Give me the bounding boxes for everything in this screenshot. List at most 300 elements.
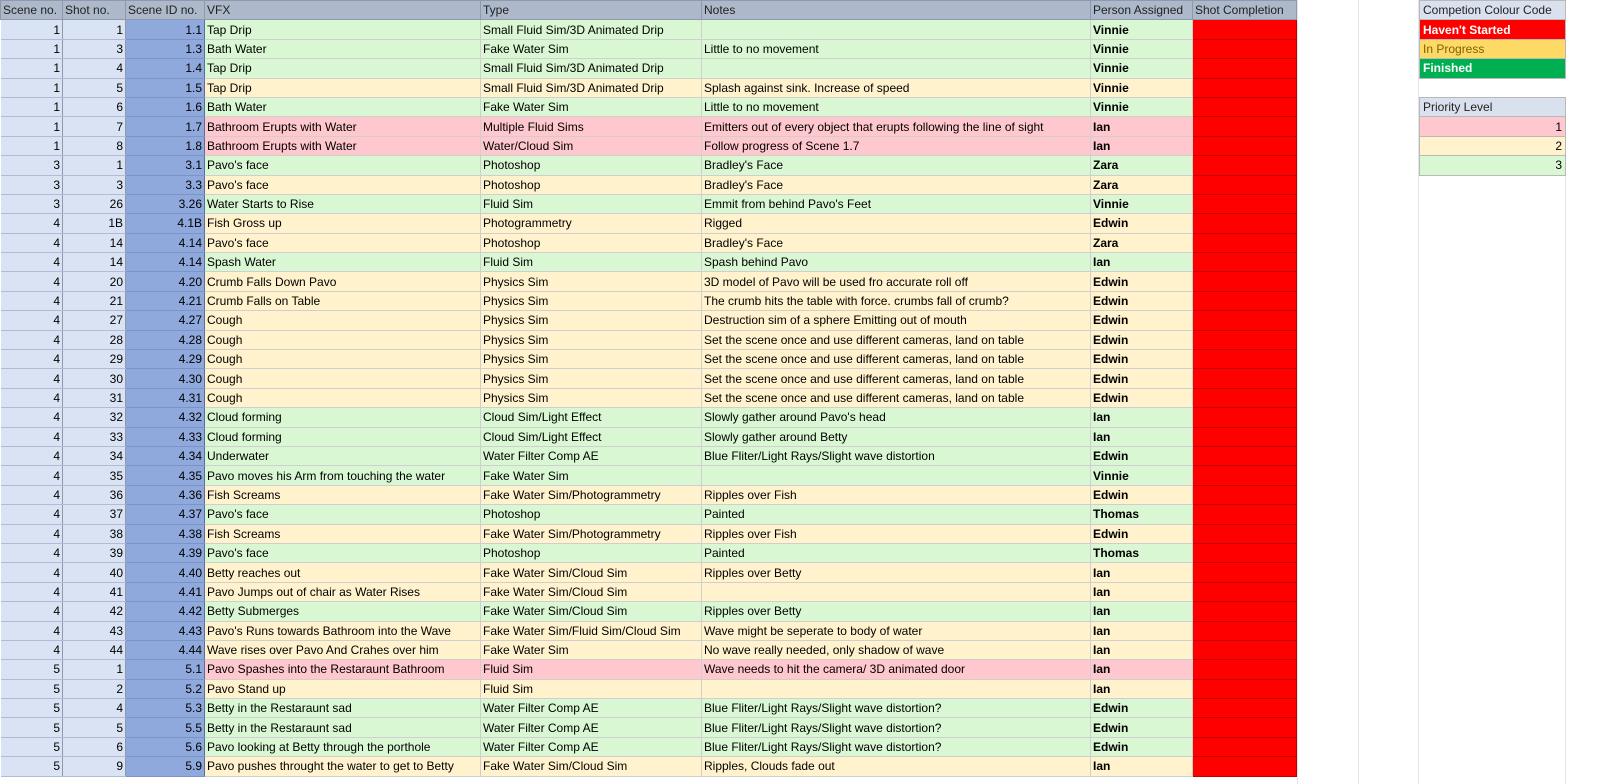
cell-type[interactable]: Water Filter Comp AE	[481, 699, 702, 718]
cell-scene-id[interactable]: 4.29	[126, 350, 205, 369]
cell-person[interactable]: Ian	[1091, 582, 1193, 601]
legend-havent-started[interactable]: Haven't Started	[1420, 20, 1566, 39]
cell-shot-no[interactable]: 1	[63, 660, 126, 679]
cell-person[interactable]: Edwin	[1091, 737, 1193, 756]
cell-shot-completion[interactable]	[1193, 699, 1297, 718]
cell-notes[interactable]: Ripples, Clouds fade out	[702, 757, 1091, 776]
cell-scene-no[interactable]: 5	[1, 757, 63, 776]
cell-scene-id[interactable]: 4.37	[126, 505, 205, 524]
cell-type[interactable]: Fake Water Sim	[481, 640, 702, 659]
cell-type[interactable]: Fluid Sim	[481, 253, 702, 272]
cell-shot-no[interactable]: 6	[63, 97, 126, 116]
cell-scene-id[interactable]: 1.6	[126, 97, 205, 116]
cell-person[interactable]: Ian	[1091, 660, 1193, 679]
cell-shot-no[interactable]: 14	[63, 253, 126, 272]
cell-person[interactable]: Edwin	[1091, 699, 1193, 718]
cell-type[interactable]: Fake Water Sim	[481, 39, 702, 58]
cell-scene-no[interactable]: 3	[1, 156, 63, 175]
cell-scene-no[interactable]: 4	[1, 563, 63, 582]
cell-vfx[interactable]: Tap Drip	[205, 59, 481, 78]
cell-person[interactable]: Ian	[1091, 117, 1193, 136]
cell-scene-no[interactable]: 4	[1, 602, 63, 621]
cell-shot-no[interactable]: 3	[63, 39, 126, 58]
cell-vfx[interactable]: Spash Water	[205, 253, 481, 272]
cell-notes[interactable]: Set the scene once and use different cameras, land on table	[702, 388, 1091, 407]
cell-vfx[interactable]: Bathroom Erupts with Water	[205, 136, 481, 155]
cell-type[interactable]: Water Filter Comp AE	[481, 718, 702, 737]
cell-type[interactable]: Photoshop	[481, 175, 702, 194]
cell-scene-id[interactable]: 4.14	[126, 233, 205, 252]
cell-shot-completion[interactable]	[1193, 233, 1297, 252]
cell-notes[interactable]: Destruction sim of a sphere Emitting out of mouth	[702, 311, 1091, 330]
cell-vfx[interactable]: Cough	[205, 330, 481, 349]
priority-level-2[interactable]: 2	[1420, 136, 1566, 155]
cell-scene-id[interactable]: 4.14	[126, 253, 205, 272]
cell-scene-id[interactable]: 5.5	[126, 718, 205, 737]
cell-notes[interactable]: Ripples over Fish	[702, 485, 1091, 504]
cell-person[interactable]: Edwin	[1091, 388, 1193, 407]
legend-in-progress[interactable]: In Progress	[1420, 39, 1566, 58]
cell-shot-no[interactable]: 31	[63, 388, 126, 407]
cell-shot-completion[interactable]	[1193, 291, 1297, 310]
cell-vfx[interactable]: Fish Screams	[205, 485, 481, 504]
cell-notes[interactable]: Rigged	[702, 214, 1091, 233]
cell-scene-no[interactable]: 1	[1, 78, 63, 97]
cell-shot-no[interactable]: 40	[63, 563, 126, 582]
header-notes[interactable]: Notes	[702, 1, 1091, 20]
header-scene-no[interactable]: Scene no.	[1, 1, 63, 20]
cell-notes[interactable]: Ripples over Betty	[702, 563, 1091, 582]
cell-shot-no[interactable]: 35	[63, 466, 126, 485]
cell-notes[interactable]: The crumb hits the table with force. crumbs fall of crumb?	[702, 291, 1091, 310]
cell-scene-no[interactable]: 4	[1, 446, 63, 465]
cell-scene-id[interactable]: 4.35	[126, 466, 205, 485]
priority-level-3[interactable]: 3	[1420, 156, 1566, 175]
cell-shot-no[interactable]: 32	[63, 408, 126, 427]
cell-shot-no[interactable]: 21	[63, 291, 126, 310]
cell-person[interactable]: Edwin	[1091, 369, 1193, 388]
cell-type[interactable]: Physics Sim	[481, 291, 702, 310]
cell-scene-id[interactable]: 5.9	[126, 757, 205, 776]
cell-vfx[interactable]: Pavo looking at Betty through the porthole	[205, 737, 481, 756]
cell-scene-no[interactable]: 3	[1, 194, 63, 213]
cell-person[interactable]: Ian	[1091, 563, 1193, 582]
cell-scene-no[interactable]: 4	[1, 214, 63, 233]
cell-scene-no[interactable]: 5	[1, 737, 63, 756]
cell-shot-no[interactable]: 44	[63, 640, 126, 659]
cell-shot-completion[interactable]	[1193, 602, 1297, 621]
cell-vfx[interactable]: Water Starts to Rise	[205, 194, 481, 213]
cell-vfx[interactable]: Pavo's Runs towards Bathroom into the Wave	[205, 621, 481, 640]
cell-person[interactable]: Edwin	[1091, 214, 1193, 233]
cell-scene-no[interactable]: 4	[1, 253, 63, 272]
cell-person[interactable]: Ian	[1091, 757, 1193, 776]
cell-notes[interactable]: Set the scene once and use different cameras, land on table	[702, 350, 1091, 369]
cell-vfx[interactable]: Crumb Falls Down Pavo	[205, 272, 481, 291]
cell-notes[interactable]: Ripples over Fish	[702, 524, 1091, 543]
cell-type[interactable]: Water/Cloud Sim	[481, 136, 702, 155]
cell-scene-no[interactable]: 5	[1, 718, 63, 737]
cell-vfx[interactable]: Cough	[205, 350, 481, 369]
cell-shot-completion[interactable]	[1193, 175, 1297, 194]
cell-type[interactable]: Cloud Sim/Light Effect	[481, 427, 702, 446]
cell-scene-no[interactable]: 4	[1, 466, 63, 485]
cell-scene-no[interactable]: 1	[1, 117, 63, 136]
cell-shot-no[interactable]: 2	[63, 679, 126, 698]
cell-scene-id[interactable]: 3.1	[126, 156, 205, 175]
cell-type[interactable]: Water Filter Comp AE	[481, 737, 702, 756]
cell-vfx[interactable]: Cloud forming	[205, 408, 481, 427]
cell-scene-no[interactable]: 4	[1, 233, 63, 252]
cell-shot-completion[interactable]	[1193, 505, 1297, 524]
cell-type[interactable]: Fake Water Sim	[481, 466, 702, 485]
cell-notes[interactable]: Set the scene once and use different cameras, land on table	[702, 369, 1091, 388]
cell-person[interactable]: Edwin	[1091, 311, 1193, 330]
cell-shot-no[interactable]: 20	[63, 272, 126, 291]
cell-shot-no[interactable]: 9	[63, 757, 126, 776]
cell-scene-no[interactable]: 5	[1, 699, 63, 718]
cell-type[interactable]: Small Fluid Sim/3D Animated Drip	[481, 20, 702, 39]
cell-scene-no[interactable]: 4	[1, 640, 63, 659]
cell-scene-no[interactable]: 4	[1, 369, 63, 388]
cell-shot-no[interactable]: 4	[63, 59, 126, 78]
cell-vfx[interactable]: Betty reaches out	[205, 563, 481, 582]
cell-vfx[interactable]: Cough	[205, 388, 481, 407]
header-person[interactable]: Person Assigned	[1091, 1, 1193, 20]
cell-vfx[interactable]: Pavo's face	[205, 505, 481, 524]
cell-vfx[interactable]: Wave rises over Pavo And Crahes over him	[205, 640, 481, 659]
cell-type[interactable]: Photoshop	[481, 505, 702, 524]
cell-notes[interactable]: Ripples over Betty	[702, 602, 1091, 621]
cell-scene-id[interactable]: 4.44	[126, 640, 205, 659]
cell-scene-id[interactable]: 4.40	[126, 563, 205, 582]
cell-shot-completion[interactable]	[1193, 156, 1297, 175]
cell-scene-no[interactable]: 1	[1, 39, 63, 58]
cell-scene-id[interactable]: 5.3	[126, 699, 205, 718]
cell-vfx[interactable]: Pavo's face	[205, 156, 481, 175]
cell-scene-id[interactable]: 3.26	[126, 194, 205, 213]
cell-scene-id[interactable]: 5.2	[126, 679, 205, 698]
cell-type[interactable]: Fluid Sim	[481, 194, 702, 213]
cell-notes[interactable]	[702, 20, 1091, 39]
cell-shot-no[interactable]: 5	[63, 78, 126, 97]
cell-notes[interactable]: Follow progress of Scene 1.7	[702, 136, 1091, 155]
cell-scene-id[interactable]: 4.1B	[126, 214, 205, 233]
cell-person[interactable]: Ian	[1091, 602, 1193, 621]
cell-person[interactable]: Vinnie	[1091, 194, 1193, 213]
cell-person[interactable]: Edwin	[1091, 446, 1193, 465]
cell-shot-no[interactable]: 41	[63, 582, 126, 601]
cell-vfx[interactable]: Cough	[205, 311, 481, 330]
cell-person[interactable]: Ian	[1091, 621, 1193, 640]
cell-shot-completion[interactable]	[1193, 117, 1297, 136]
cell-scene-id[interactable]: 4.41	[126, 582, 205, 601]
cell-vfx[interactable]: Bath Water	[205, 39, 481, 58]
cell-scene-id[interactable]: 4.36	[126, 485, 205, 504]
cell-type[interactable]: Fake Water Sim/Cloud Sim	[481, 757, 702, 776]
header-type[interactable]: Type	[481, 1, 702, 20]
cell-shot-no[interactable]: 6	[63, 737, 126, 756]
cell-shot-completion[interactable]	[1193, 621, 1297, 640]
header-completion[interactable]: Shot Completion	[1193, 1, 1297, 20]
cell-notes[interactable]: 3D model of Pavo will be used fro accurate roll off	[702, 272, 1091, 291]
cell-scene-no[interactable]: 4	[1, 582, 63, 601]
cell-shot-completion[interactable]	[1193, 20, 1297, 39]
cell-type[interactable]: Physics Sim	[481, 350, 702, 369]
cell-notes[interactable]: Wave might be seperate to body of water	[702, 621, 1091, 640]
cell-shot-no[interactable]: 26	[63, 194, 126, 213]
cell-vfx[interactable]: Betty in the Restaraunt sad	[205, 699, 481, 718]
cell-shot-completion[interactable]	[1193, 427, 1297, 446]
cell-vfx[interactable]: Pavo Stand up	[205, 679, 481, 698]
priority-title[interactable]: Priority Level	[1420, 97, 1566, 116]
cell-type[interactable]: Cloud Sim/Light Effect	[481, 408, 702, 427]
cell-notes[interactable]	[702, 679, 1091, 698]
cell-type[interactable]: Photoshop	[481, 233, 702, 252]
cell-vfx[interactable]: Pavo Jumps out of chair as Water Rises	[205, 582, 481, 601]
legend-title[interactable]: Competion Colour Code	[1420, 1, 1566, 20]
cell-person[interactable]: Edwin	[1091, 350, 1193, 369]
cell-scene-no[interactable]: 4	[1, 543, 63, 562]
cell-scene-no[interactable]: 4	[1, 388, 63, 407]
cell-type[interactable]: Fake Water Sim	[481, 97, 702, 116]
cell-shot-completion[interactable]	[1193, 59, 1297, 78]
cell-type[interactable]: Fluid Sim	[481, 660, 702, 679]
cell-type[interactable]: Fluid Sim	[481, 679, 702, 698]
cell-notes[interactable]: Splash against sink. Increase of speed	[702, 78, 1091, 97]
legend-finished[interactable]: Finished	[1420, 59, 1566, 78]
cell-shot-completion[interactable]	[1193, 466, 1297, 485]
cell-shot-no[interactable]: 27	[63, 311, 126, 330]
cell-shot-completion[interactable]	[1193, 97, 1297, 116]
cell-person[interactable]: Ian	[1091, 427, 1193, 446]
cell-notes[interactable]: No wave really needed, only shadow of wave	[702, 640, 1091, 659]
cell-shot-completion[interactable]	[1193, 78, 1297, 97]
cell-notes[interactable]: Blue Fliter/Light Rays/Slight wave distortion?	[702, 737, 1091, 756]
cell-type[interactable]: Small Fluid Sim/3D Animated Drip	[481, 59, 702, 78]
cell-scene-no[interactable]: 4	[1, 311, 63, 330]
cell-shot-completion[interactable]	[1193, 543, 1297, 562]
cell-notes[interactable]: Spash behind Pavo	[702, 253, 1091, 272]
cell-person[interactable]: Edwin	[1091, 718, 1193, 737]
cell-scene-id[interactable]: 1.1	[126, 20, 205, 39]
cell-person[interactable]: Vinnie	[1091, 20, 1193, 39]
cell-person[interactable]: Ian	[1091, 679, 1193, 698]
cell-shot-completion[interactable]	[1193, 136, 1297, 155]
cell-type[interactable]: Fake Water Sim/Cloud Sim	[481, 602, 702, 621]
cell-shot-completion[interactable]	[1193, 524, 1297, 543]
cell-scene-id[interactable]: 1.8	[126, 136, 205, 155]
cell-type[interactable]: Photoshop	[481, 156, 702, 175]
cell-type[interactable]: Photoshop	[481, 543, 702, 562]
cell-shot-completion[interactable]	[1193, 330, 1297, 349]
cell-scene-id[interactable]: 4.42	[126, 602, 205, 621]
cell-person[interactable]: Vinnie	[1091, 39, 1193, 58]
cell-scene-id[interactable]: 5.1	[126, 660, 205, 679]
cell-person[interactable]: Edwin	[1091, 272, 1193, 291]
cell-notes[interactable]: Painted	[702, 543, 1091, 562]
cell-shot-completion[interactable]	[1193, 311, 1297, 330]
cell-shot-no[interactable]: 37	[63, 505, 126, 524]
cell-person[interactable]: Ian	[1091, 136, 1193, 155]
cell-scene-no[interactable]: 1	[1, 97, 63, 116]
cell-scene-id[interactable]: 1.7	[126, 117, 205, 136]
cell-notes[interactable]: Bradley's Face	[702, 156, 1091, 175]
cell-type[interactable]: Physics Sim	[481, 311, 702, 330]
cell-scene-id[interactable]: 4.32	[126, 408, 205, 427]
cell-notes[interactable]	[702, 466, 1091, 485]
cell-type[interactable]: Multiple Fluid Sims	[481, 117, 702, 136]
cell-vfx[interactable]: Tap Drip	[205, 20, 481, 39]
cell-scene-no[interactable]: 4	[1, 485, 63, 504]
cell-scene-no[interactable]: 4	[1, 505, 63, 524]
priority-level-1[interactable]: 1	[1420, 117, 1566, 136]
cell-shot-no[interactable]: 1	[63, 20, 126, 39]
cell-shot-no[interactable]: 1B	[63, 214, 126, 233]
cell-type[interactable]: Fake Water Sim/Fluid Sim/Cloud Sim	[481, 621, 702, 640]
cell-notes[interactable]: Little to no movement	[702, 39, 1091, 58]
header-shot-no[interactable]: Shot no.	[63, 1, 126, 20]
cell-shot-completion[interactable]	[1193, 563, 1297, 582]
cell-person[interactable]: Ian	[1091, 408, 1193, 427]
cell-person[interactable]: Ian	[1091, 640, 1193, 659]
cell-shot-completion[interactable]	[1193, 582, 1297, 601]
cell-vfx[interactable]: Pavo's face	[205, 543, 481, 562]
cell-scene-no[interactable]: 4	[1, 427, 63, 446]
cell-shot-completion[interactable]	[1193, 679, 1297, 698]
cell-person[interactable]: Vinnie	[1091, 466, 1193, 485]
cell-notes[interactable]: Slowly gather around Betty	[702, 427, 1091, 446]
cell-person[interactable]: Vinnie	[1091, 59, 1193, 78]
cell-shot-no[interactable]: 39	[63, 543, 126, 562]
cell-shot-completion[interactable]	[1193, 369, 1297, 388]
cell-shot-completion[interactable]	[1193, 408, 1297, 427]
cell-shot-no[interactable]: 28	[63, 330, 126, 349]
cell-scene-no[interactable]: 4	[1, 524, 63, 543]
cell-person[interactable]: Zara	[1091, 156, 1193, 175]
cell-notes[interactable]: Blue Fliter/Light Rays/Slight wave distortion?	[702, 699, 1091, 718]
cell-shot-completion[interactable]	[1193, 214, 1297, 233]
cell-shot-completion[interactable]	[1193, 388, 1297, 407]
cell-notes[interactable]: Emitters out of every object that erupts following the line of sight	[702, 117, 1091, 136]
cell-type[interactable]: Fake Water Sim/Cloud Sim	[481, 582, 702, 601]
cell-type[interactable]: Photogrammetry	[481, 214, 702, 233]
cell-scene-id[interactable]: 5.6	[126, 737, 205, 756]
cell-vfx[interactable]: Cough	[205, 369, 481, 388]
cell-type[interactable]: Fake Water Sim/Photogrammetry	[481, 485, 702, 504]
cell-scene-id[interactable]: 4.31	[126, 388, 205, 407]
cell-type[interactable]: Fake Water Sim/Photogrammetry	[481, 524, 702, 543]
cell-scene-id[interactable]: 1.3	[126, 39, 205, 58]
cell-person[interactable]: Vinnie	[1091, 78, 1193, 97]
cell-scene-no[interactable]: 4	[1, 621, 63, 640]
cell-shot-completion[interactable]	[1193, 757, 1297, 776]
cell-vfx[interactable]: Underwater	[205, 446, 481, 465]
cell-notes[interactable]: Painted	[702, 505, 1091, 524]
cell-person[interactable]: Thomas	[1091, 505, 1193, 524]
cell-shot-completion[interactable]	[1193, 253, 1297, 272]
cell-scene-id[interactable]: 1.4	[126, 59, 205, 78]
cell-scene-id[interactable]: 4.39	[126, 543, 205, 562]
cell-shot-completion[interactable]	[1193, 485, 1297, 504]
cell-person[interactable]: Edwin	[1091, 330, 1193, 349]
cell-shot-no[interactable]: 29	[63, 350, 126, 369]
cell-vfx[interactable]: Pavo's face	[205, 175, 481, 194]
cell-type[interactable]: Physics Sim	[481, 388, 702, 407]
cell-type[interactable]: Physics Sim	[481, 369, 702, 388]
cell-scene-no[interactable]: 3	[1, 175, 63, 194]
cell-shot-no[interactable]: 3	[63, 175, 126, 194]
cell-vfx[interactable]: Pavo moves his Arm from touching the water	[205, 466, 481, 485]
cell-notes[interactable]: Blue Fliter/Light Rays/Slight wave distortion?	[702, 718, 1091, 737]
cell-scene-no[interactable]: 1	[1, 20, 63, 39]
cell-vfx[interactable]: Crumb Falls on Table	[205, 291, 481, 310]
cell-person[interactable]: Zara	[1091, 175, 1193, 194]
cell-shot-no[interactable]: 43	[63, 621, 126, 640]
empty-cell[interactable]	[1420, 78, 1566, 97]
cell-notes[interactable]: Bradley's Face	[702, 175, 1091, 194]
cell-person[interactable]: Vinnie	[1091, 97, 1193, 116]
header-vfx[interactable]: VFX	[205, 1, 481, 20]
cell-scene-no[interactable]: 4	[1, 272, 63, 291]
cell-type[interactable]: Physics Sim	[481, 272, 702, 291]
cell-type[interactable]: Physics Sim	[481, 330, 702, 349]
cell-shot-completion[interactable]	[1193, 39, 1297, 58]
cell-shot-completion[interactable]	[1193, 194, 1297, 213]
cell-vfx[interactable]: Tap Drip	[205, 78, 481, 97]
cell-shot-completion[interactable]	[1193, 272, 1297, 291]
cell-scene-no[interactable]: 5	[1, 679, 63, 698]
cell-vfx[interactable]: Pavo's face	[205, 233, 481, 252]
cell-scene-no[interactable]: 5	[1, 660, 63, 679]
cell-scene-id[interactable]: 1.5	[126, 78, 205, 97]
cell-vfx[interactable]: Pavo pushes throught the water to get to Betty	[205, 757, 481, 776]
cell-scene-no[interactable]: 4	[1, 350, 63, 369]
cell-shot-completion[interactable]	[1193, 737, 1297, 756]
cell-shot-completion[interactable]	[1193, 660, 1297, 679]
cell-shot-no[interactable]: 5	[63, 718, 126, 737]
cell-shot-no[interactable]: 1	[63, 156, 126, 175]
cell-scene-id[interactable]: 3.3	[126, 175, 205, 194]
cell-vfx[interactable]: Betty Submerges	[205, 602, 481, 621]
cell-scene-no[interactable]: 1	[1, 59, 63, 78]
cell-scene-no[interactable]: 4	[1, 408, 63, 427]
cell-scene-id[interactable]: 4.28	[126, 330, 205, 349]
cell-vfx[interactable]: Bathroom Erupts with Water	[205, 117, 481, 136]
cell-person[interactable]: Zara	[1091, 233, 1193, 252]
cell-vfx[interactable]: Cloud forming	[205, 427, 481, 446]
cell-vfx[interactable]: Pavo Spashes into the Restaraunt Bathroom	[205, 660, 481, 679]
cell-shot-no[interactable]: 7	[63, 117, 126, 136]
cell-shot-no[interactable]: 8	[63, 136, 126, 155]
cell-vfx[interactable]: Bath Water	[205, 97, 481, 116]
cell-shot-no[interactable]: 42	[63, 602, 126, 621]
cell-shot-no[interactable]: 36	[63, 485, 126, 504]
cell-shot-completion[interactable]	[1193, 350, 1297, 369]
cell-vfx[interactable]: Betty in the Restaraunt sad	[205, 718, 481, 737]
cell-vfx[interactable]: Fish Screams	[205, 524, 481, 543]
header-scene-id[interactable]: Scene ID no.	[126, 1, 205, 20]
cell-shot-completion[interactable]	[1193, 446, 1297, 465]
cell-scene-no[interactable]: 1	[1, 136, 63, 155]
cell-shot-no[interactable]: 14	[63, 233, 126, 252]
cell-scene-id[interactable]: 4.38	[126, 524, 205, 543]
cell-type[interactable]: Fake Water Sim/Cloud Sim	[481, 563, 702, 582]
cell-notes[interactable]: Bradley's Face	[702, 233, 1091, 252]
cell-notes[interactable]: Emmit from behind Pavo's Feet	[702, 194, 1091, 213]
cell-person[interactable]: Thomas	[1091, 543, 1193, 562]
cell-notes[interactable]	[702, 582, 1091, 601]
